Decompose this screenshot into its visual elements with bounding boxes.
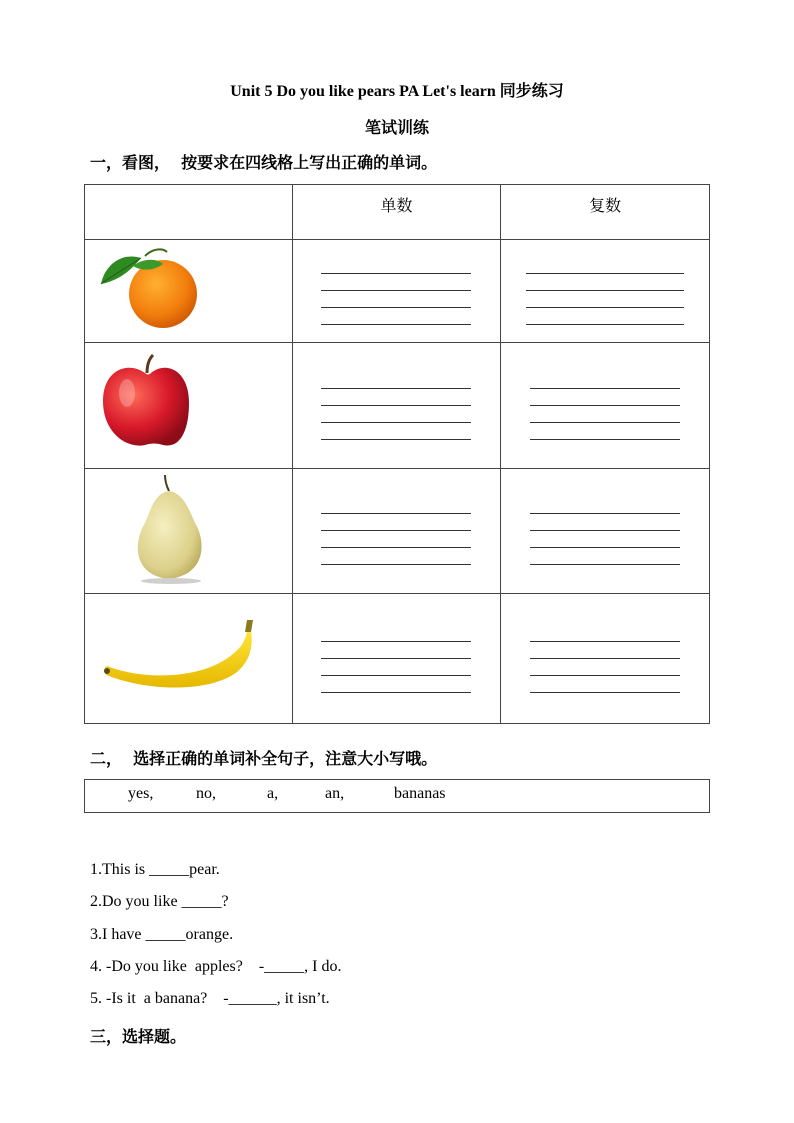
word-bank-item: bananas — [394, 785, 446, 802]
singular-writing-cell[interactable] — [292, 594, 501, 724]
table-row — [85, 343, 710, 469]
word-bank-item: yes, — [128, 785, 154, 802]
word-bank-item: a, — [267, 785, 279, 802]
picture-cell — [85, 343, 293, 469]
table-row — [85, 469, 710, 594]
table-row — [85, 240, 710, 343]
section-2-heading: 二， 选择正确的单词补全句子，注意大小写哦。 — [90, 749, 438, 768]
page-subtitle: 笔试训练 — [364, 118, 429, 137]
picture-cell — [85, 469, 293, 594]
table-row — [85, 594, 710, 724]
singular-writing-cell[interactable] — [292, 469, 501, 594]
banana-image — [101, 616, 261, 696]
pear-image — [125, 473, 215, 585]
header-plural: 复数 — [501, 185, 710, 240]
section-3-heading: 三，选择题。 — [90, 1027, 187, 1046]
orange-image — [93, 244, 213, 334]
question-3: 3.I have _____orange. — [90, 926, 234, 943]
header-empty-cell — [85, 185, 293, 240]
question-5: 5. -Is it a banana? -______, it isn’t. — [90, 990, 330, 1007]
picture-cell — [85, 594, 293, 724]
question-4: 4. -Do you like apples? -_____, I do. — [90, 958, 342, 975]
apple-image — [99, 353, 209, 453]
header-singular: 单数 — [292, 185, 501, 240]
section-1-heading: 一，看图， 按要求在四线格上写出正确的单词。 — [90, 153, 438, 172]
question-1: 1.This is _____pear. — [90, 861, 220, 878]
word-bank-item: an, — [325, 785, 345, 802]
plural-writing-cell[interactable] — [501, 594, 710, 724]
question-2: 2.Do you like _____? — [90, 893, 229, 910]
picture-cell — [85, 240, 293, 343]
plural-writing-cell[interactable] — [501, 240, 710, 343]
word-bank-item: no, — [196, 785, 216, 802]
singular-writing-cell[interactable] — [292, 240, 501, 343]
word-bank-box — [84, 779, 710, 813]
page-title: Unit 5 Do you like pears PA Let's learn 同步练习 — [230, 83, 564, 100]
plural-writing-cell[interactable] — [501, 469, 710, 594]
fruit-writing-table — [84, 184, 710, 724]
plural-writing-cell[interactable] — [501, 343, 710, 469]
singular-writing-cell[interactable] — [292, 343, 501, 469]
